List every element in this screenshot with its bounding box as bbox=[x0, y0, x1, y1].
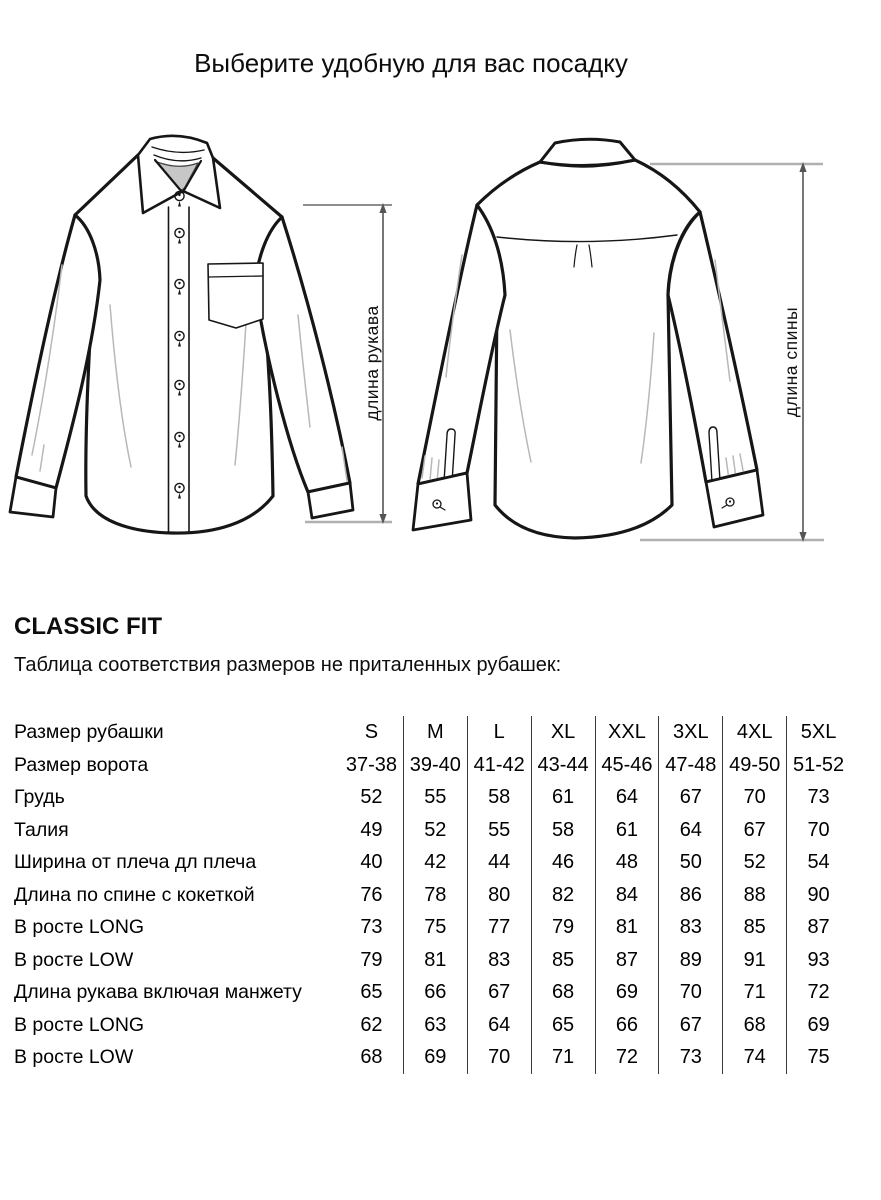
table-cell: 67 bbox=[658, 781, 722, 814]
table-cell: 69 bbox=[595, 976, 659, 1009]
table-cell: 52 bbox=[722, 846, 786, 879]
table-cell: 67 bbox=[467, 976, 531, 1009]
table-cell: 91 bbox=[722, 944, 786, 977]
table-cell: 61 bbox=[595, 814, 659, 847]
table-cell: 71 bbox=[722, 976, 786, 1009]
table-cell: 70 bbox=[722, 781, 786, 814]
table-cell: L bbox=[467, 716, 531, 749]
table-cell: 77 bbox=[467, 911, 531, 944]
table-cell: 58 bbox=[467, 781, 531, 814]
table-cell: 64 bbox=[595, 781, 659, 814]
row-label: В росте LONG bbox=[14, 916, 145, 938]
table-cell: 41-42 bbox=[467, 749, 531, 782]
table-cell: 85 bbox=[531, 944, 595, 977]
row-label: Талия bbox=[14, 818, 69, 841]
table-cell: 45-46 bbox=[595, 749, 659, 782]
table-cell: 39-40 bbox=[403, 749, 467, 782]
row-label: Длина рукава включая манжету bbox=[14, 981, 302, 1003]
table-cell: XXL bbox=[595, 716, 659, 749]
table-cell: 52 bbox=[360, 786, 383, 808]
table-cell: 79 bbox=[360, 948, 383, 971]
row-label: Размер рубашки bbox=[14, 721, 164, 743]
table-cell: 67 bbox=[722, 814, 786, 847]
table-cell: 51-52 bbox=[786, 749, 850, 782]
shirt-back-drawing bbox=[413, 139, 763, 538]
table-cell: 85 bbox=[722, 911, 786, 944]
table-cell: 81 bbox=[595, 911, 659, 944]
table-cell: 79 bbox=[531, 911, 595, 944]
table-row bbox=[14, 1041, 850, 1074]
table-row bbox=[14, 1009, 850, 1042]
table-cell: 69 bbox=[786, 1009, 850, 1042]
table-cell: 37-38 bbox=[345, 753, 398, 776]
table-caption: Таблица соответствия размеров не приталенных рубашек: bbox=[14, 654, 562, 676]
table-cell: 73 bbox=[786, 781, 850, 814]
table-cell: 5XL bbox=[786, 716, 850, 749]
table-cell: 48 bbox=[595, 846, 659, 879]
table-cell: 61 bbox=[531, 781, 595, 814]
table-cell: 81 bbox=[403, 944, 467, 977]
table-cell: 65 bbox=[360, 981, 383, 1003]
table-row bbox=[14, 846, 850, 879]
table-cell: 58 bbox=[531, 814, 595, 847]
table-cell: 83 bbox=[658, 911, 722, 944]
table-cell: 86 bbox=[658, 879, 722, 912]
table-row bbox=[14, 976, 850, 1009]
table-cell: 69 bbox=[403, 1041, 467, 1074]
table-cell: 70 bbox=[658, 976, 722, 1009]
back-length-label: длина спины bbox=[781, 306, 801, 418]
table-cell: 87 bbox=[786, 911, 850, 944]
size-table bbox=[14, 716, 850, 1074]
table-cell: 93 bbox=[786, 944, 850, 977]
table-cell: 67 bbox=[658, 1009, 722, 1042]
table-cell: 88 bbox=[722, 879, 786, 912]
table-cell: 84 bbox=[595, 879, 659, 912]
table-row bbox=[14, 716, 850, 749]
table-cell: 68 bbox=[722, 1009, 786, 1042]
table-cell: XL bbox=[531, 716, 595, 749]
table-cell: 74 bbox=[722, 1041, 786, 1074]
page-title: Выберите удобную для вас посадку bbox=[194, 48, 628, 78]
table-cell: 55 bbox=[467, 814, 531, 847]
table-cell: 42 bbox=[403, 846, 467, 879]
row-label: Длина по спине с кокеткой bbox=[14, 883, 255, 906]
table-cell: 83 bbox=[467, 944, 531, 977]
sleeve-length-label: длина рукава bbox=[362, 305, 382, 421]
table-cell: 46 bbox=[531, 846, 595, 879]
table-cell: M bbox=[403, 716, 467, 749]
table-row bbox=[14, 944, 850, 977]
table-cell: 50 bbox=[658, 846, 722, 879]
table-cell: 64 bbox=[658, 814, 722, 847]
table-cell: 54 bbox=[786, 846, 850, 879]
row-label: В росте LONG bbox=[14, 1013, 145, 1036]
table-cell: S bbox=[364, 721, 379, 743]
row-label: Грудь bbox=[14, 786, 65, 808]
table-cell: 4XL bbox=[722, 716, 786, 749]
table-cell: 89 bbox=[658, 944, 722, 977]
table-row bbox=[14, 911, 850, 944]
table-row bbox=[14, 879, 850, 912]
table-cell: 68 bbox=[360, 1046, 383, 1068]
table-cell: 63 bbox=[403, 1009, 467, 1042]
table-cell: 52 bbox=[403, 814, 467, 847]
table-cell: 49-50 bbox=[722, 749, 786, 782]
table-row bbox=[14, 814, 850, 847]
table-cell: 78 bbox=[403, 879, 467, 912]
table-cell: 71 bbox=[531, 1041, 595, 1074]
table-row bbox=[14, 781, 850, 814]
row-label: Ширина от плеча дл плеча bbox=[14, 851, 257, 873]
table-cell: 75 bbox=[786, 1041, 850, 1074]
table-cell: 66 bbox=[403, 976, 467, 1009]
row-label: Размер ворота bbox=[14, 753, 149, 776]
shirt-front-drawing bbox=[10, 136, 353, 533]
table-cell: 76 bbox=[360, 883, 383, 906]
table-cell: 90 bbox=[786, 879, 850, 912]
table-cell: 47-48 bbox=[658, 749, 722, 782]
table-row bbox=[14, 749, 850, 782]
table-cell: 64 bbox=[467, 1009, 531, 1042]
fit-illustration bbox=[0, 115, 881, 590]
table-cell: 55 bbox=[403, 781, 467, 814]
row-label: В росте LOW bbox=[14, 1046, 134, 1068]
table-cell: 70 bbox=[786, 814, 850, 847]
table-cell: 3XL bbox=[658, 716, 722, 749]
table-cell: 49 bbox=[360, 818, 383, 841]
table-cell: 87 bbox=[595, 944, 659, 977]
table-cell: 73 bbox=[658, 1041, 722, 1074]
table-cell: 70 bbox=[467, 1041, 531, 1074]
table-cell: 40 bbox=[360, 851, 383, 873]
table-cell: 72 bbox=[786, 976, 850, 1009]
table-cell: 68 bbox=[531, 976, 595, 1009]
table-cell: 43-44 bbox=[531, 749, 595, 782]
table-cell: 82 bbox=[531, 879, 595, 912]
table-cell: 75 bbox=[403, 911, 467, 944]
table-cell: 72 bbox=[595, 1041, 659, 1074]
table-cell: 44 bbox=[467, 846, 531, 879]
fit-name-heading: CLASSIC FIT bbox=[14, 613, 162, 640]
row-label: В росте LOW bbox=[14, 948, 134, 971]
table-cell: 73 bbox=[360, 916, 383, 938]
table-cell: 66 bbox=[595, 1009, 659, 1042]
table-cell: 80 bbox=[467, 879, 531, 912]
table-cell: 62 bbox=[360, 1013, 383, 1036]
table-cell: 65 bbox=[531, 1009, 595, 1042]
